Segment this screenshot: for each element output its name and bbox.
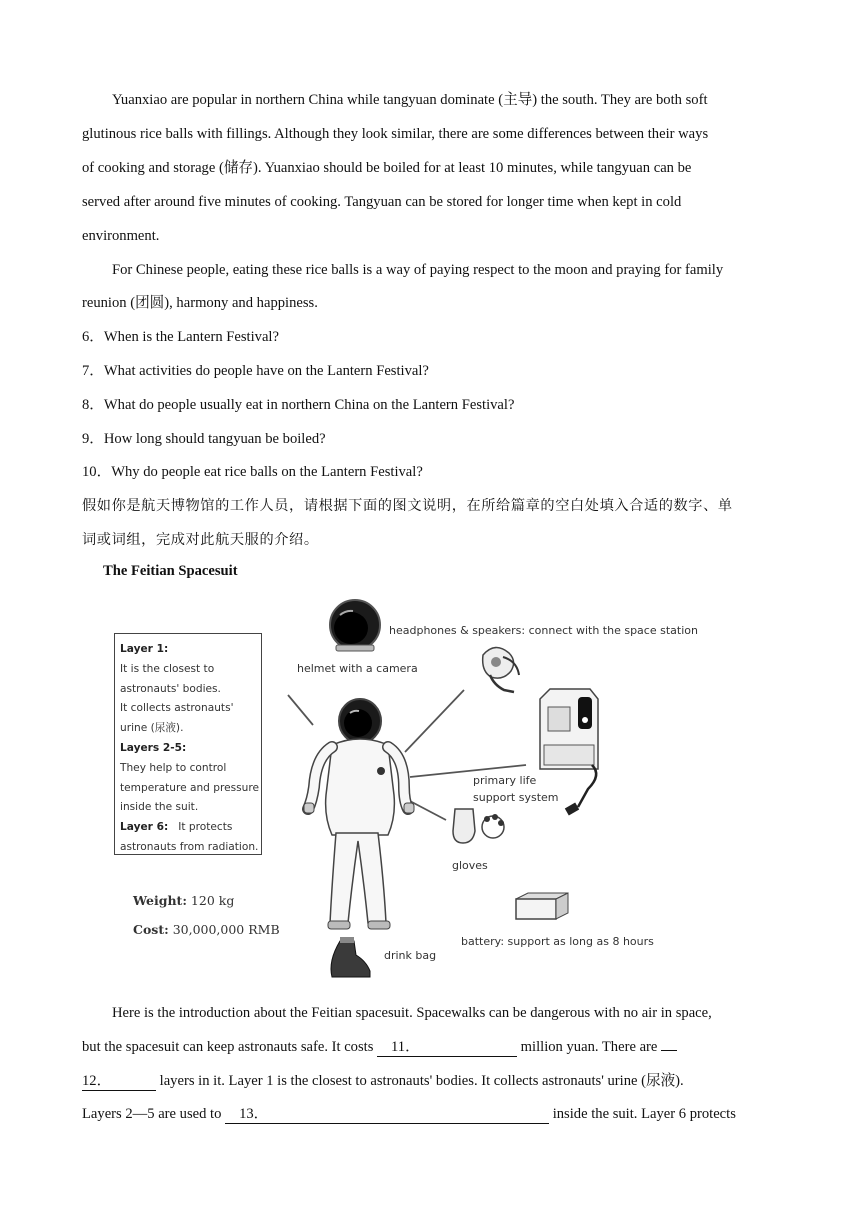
fill-text: million yuan. There are	[517, 1039, 662, 1055]
battery-icon	[516, 893, 568, 919]
fill-line	[82, 1104, 736, 1124]
layer-line: It collects astronauts'	[120, 702, 234, 715]
instruction-line: 词或词组，完成对此航天服的介绍。	[82, 532, 319, 548]
blank-12-start[interactable]	[661, 1050, 677, 1051]
passage-line: environment.	[82, 228, 160, 244]
weight-label: Weight:	[133, 893, 187, 908]
layer6-label: Layer 6:	[120, 821, 169, 834]
fill-line	[82, 1071, 684, 1091]
astronaut-icon	[304, 699, 414, 929]
gloves-label: gloves	[452, 859, 488, 872]
layer-line: Layer 1:	[120, 643, 169, 655]
fill-line: Here is the introduction about the Feitian spacesuit. Spacewalks can be dangerous with no air in space,	[112, 1005, 712, 1021]
question-10: 10．Why do people eat rice balls on the Lantern Festival?	[82, 464, 423, 480]
question-6: 6．When is the Lantern Festival?	[82, 329, 279, 345]
layer-line: urine (尿液).	[120, 722, 184, 735]
passage-line: served after around five minutes of cooking. Tangyuan can be stored for longer time when kept in cold	[82, 194, 682, 210]
layer6-line: astronauts from radiation.	[120, 840, 259, 853]
cost-line	[133, 922, 280, 937]
passage-line: reunion (团圆), harmony and happiness.	[82, 295, 318, 311]
battery-label: battery: support as long as 8 hours	[461, 935, 654, 948]
layer-line: astronauts' bodies.	[120, 682, 221, 695]
section-title: The Feitian Spacesuit	[103, 563, 238, 579]
layer-line: It is the closest to	[120, 662, 215, 675]
passage-line: glutinous rice balls with fillings. Although they look similar, there are some differences between their ways	[82, 126, 709, 142]
blank-12[interactable]: 12．	[82, 1072, 156, 1091]
layers-info-box	[114, 633, 262, 855]
life-support-label: support system	[473, 791, 559, 804]
weight-line	[133, 893, 234, 908]
helmet-label: helmet with a camera	[297, 662, 418, 675]
drink-bag-label: drink bag	[384, 949, 437, 962]
fill-text: layers in it. Layer 1 is the closest to astronauts' bodies. It collects astronauts' urine (尿液).	[156, 1073, 684, 1089]
drink-bag-icon	[331, 937, 370, 977]
layer6-line	[120, 818, 256, 838]
blank-11[interactable]: 11．	[377, 1038, 517, 1057]
layer6-text: It protects	[168, 821, 233, 834]
helmet-icon	[330, 600, 380, 651]
layer-line: temperature and pressure	[120, 781, 260, 794]
cost-value: 30,000,000 RMB	[168, 922, 280, 937]
weight-value: 120 kg	[186, 893, 235, 908]
cost-label: Cost:	[133, 922, 169, 937]
spacesuit-figure	[108, 595, 700, 990]
fill-text: inside the suit. Layer 6 protects	[549, 1106, 736, 1122]
fill-text: but the spacesuit can keep astronauts safe. It costs	[82, 1039, 378, 1055]
question-9: 9．How long should tangyuan be boiled?	[82, 431, 326, 447]
passage-line: of cooking and storage (储存). Yuanxiao should be boiled for at least 10 minutes, while tangyuan can be	[82, 160, 692, 176]
passage-line: For Chinese people, eating these rice balls is a way of paying respect to the moon and praying for family	[112, 262, 724, 278]
gloves-icon	[453, 809, 504, 843]
blank-13[interactable]: 13．	[225, 1105, 549, 1124]
passage-line: Yuanxiao are popular in northern China while tangyuan dominate (主导) the south. They are both soft	[112, 92, 708, 108]
headphones-label: headphones & speakers: connect with the space station	[389, 624, 698, 637]
instruction-line: 假如你是航天博物馆的工作人员，请根据下面的图文说明，在所给篇章的空白处填入合适的数字、单	[82, 498, 733, 514]
headphones-icon	[483, 647, 519, 692]
question-7: 7．What activities do people have on the Lantern Festival?	[82, 363, 429, 379]
layer-line: Layers 2-5:	[120, 741, 187, 754]
fill-line	[82, 1037, 677, 1057]
layer-line: They help to control	[120, 761, 227, 774]
fill-text: Layers 2—5 are used to	[82, 1106, 226, 1122]
question-8: 8．What do people usually eat in northern China on the Lantern Festival?	[82, 397, 515, 413]
life-support-label: primary life	[473, 774, 537, 787]
layer-line: inside the suit.	[120, 801, 199, 814]
